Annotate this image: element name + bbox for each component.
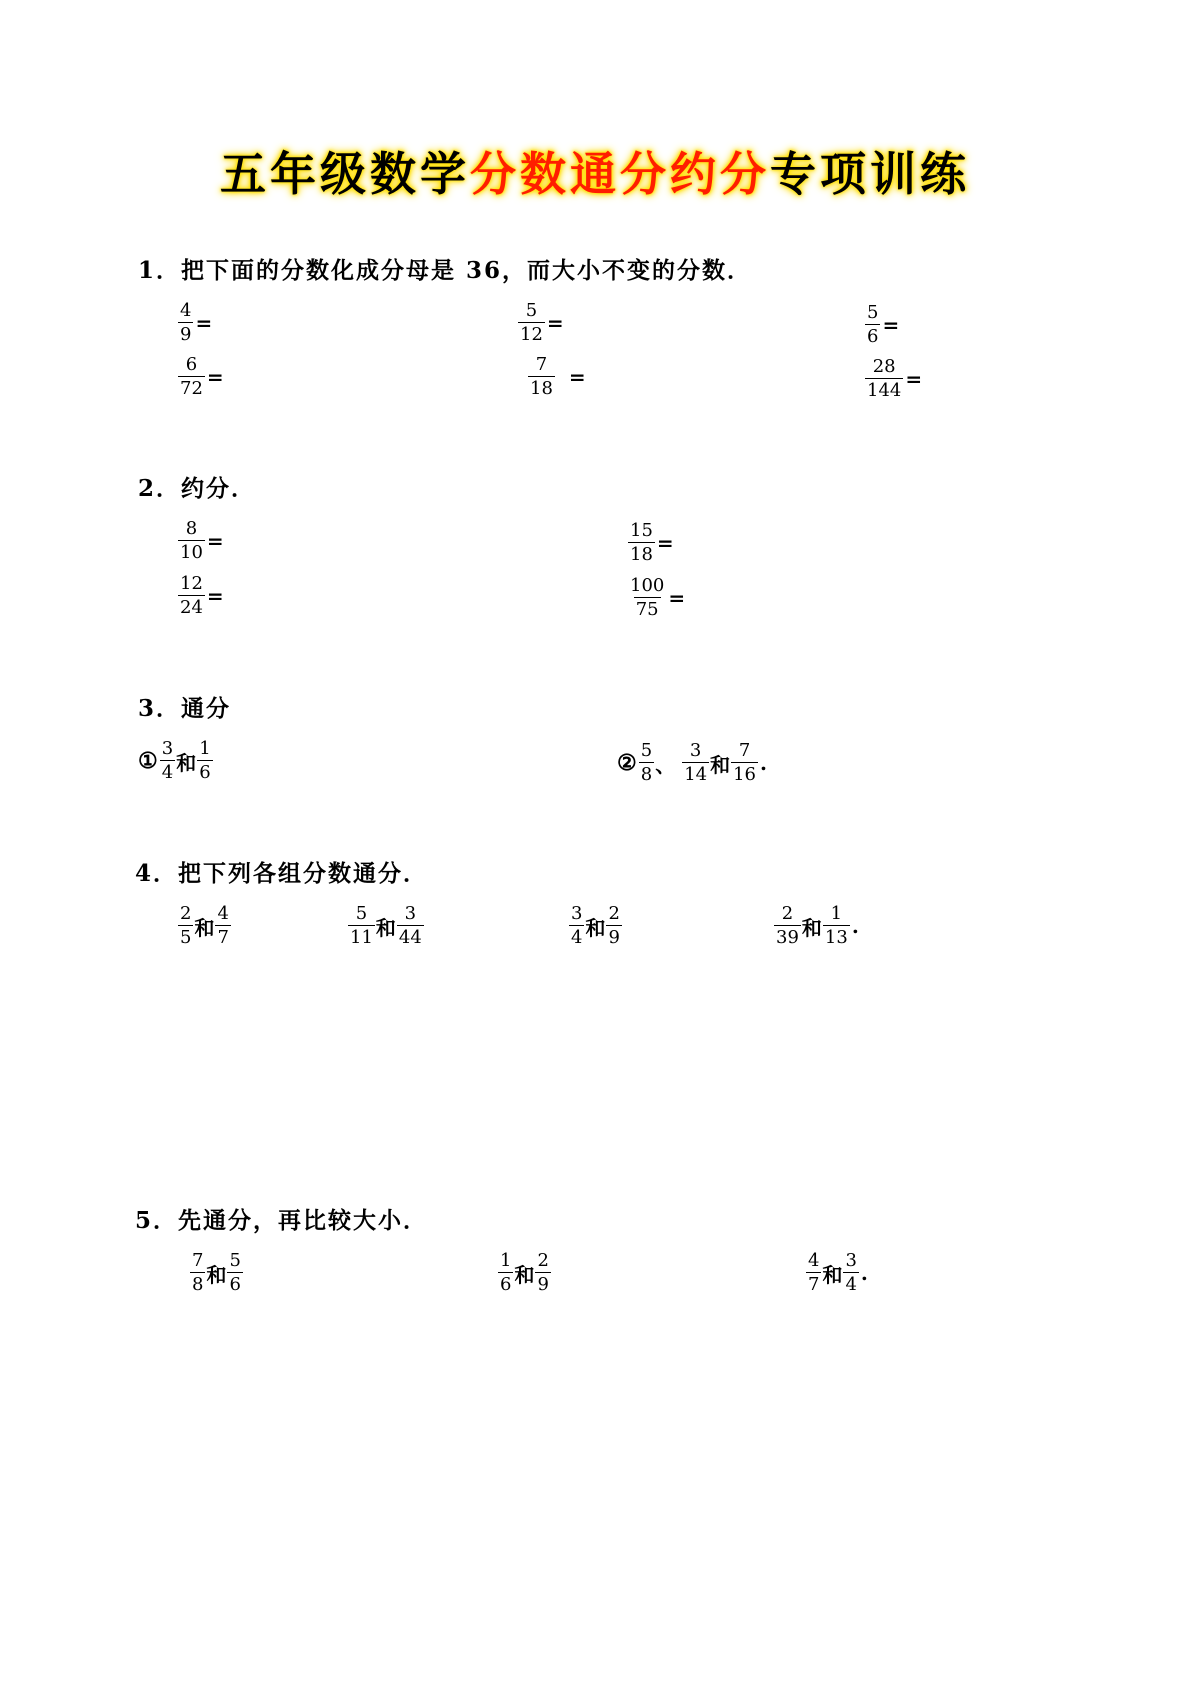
- q1-item-5: $\frac{7}{18}$ =: [530, 354, 586, 399]
- fraction: $\frac{5}{6}$: [229, 1250, 241, 1295]
- q2-item-4: $\frac{100}{75}$ =: [630, 575, 686, 620]
- fraction: $\frac{3}{14}$: [684, 740, 708, 785]
- q1-item-4: $\frac{6}{72}$ =: [180, 354, 224, 399]
- title-part-3: 专项训练: [770, 147, 970, 201]
- fraction: $\frac{1}{13}$: [824, 903, 848, 948]
- fraction: $\frac{15}{18}$: [630, 520, 653, 565]
- q1-item-2: $\frac{5}{12}$ =: [520, 300, 564, 345]
- fraction: $\frac{4}{7}$: [808, 1250, 820, 1295]
- fraction: $\frac{3}{44}$: [398, 903, 422, 948]
- fraction: $\frac{12}{24}$: [180, 573, 203, 618]
- fraction: $\frac{2}{9}$: [608, 903, 620, 948]
- q3-item-2: ② $\frac{5}{8}$ 、 $\frac{3}{14}$ 和 $\frac{7}{16}$ .: [617, 740, 767, 785]
- fraction: $\frac{1}{6}$: [199, 738, 211, 783]
- q5-item-2: $\frac{1}{6}$ 和 $\frac{2}{9}$: [500, 1250, 549, 1295]
- q5-item-1: $\frac{7}{8}$ 和 $\frac{5}{6}$: [192, 1250, 241, 1295]
- q4-item-1: $\frac{2}{5}$ 和 $\frac{4}{7}$: [180, 903, 229, 948]
- fraction: $\frac{8}{10}$: [180, 518, 203, 563]
- fraction: $\frac{3}{4}$: [845, 1250, 857, 1295]
- fraction: $\frac{3}{4}$: [571, 903, 583, 948]
- q2-item-3: $\frac{12}{24}$ =: [180, 573, 224, 618]
- q1-item-6: $\frac{28}{144}$ =: [867, 356, 923, 401]
- fraction: $\frac{5}{6}$: [867, 302, 879, 347]
- q2-item-1: $\frac{8}{10}$ =: [180, 518, 224, 563]
- q1-item-3: $\frac{5}{6}$ =: [867, 302, 900, 347]
- section-4-heading: 4．把下列各组分数通分．: [135, 860, 429, 887]
- section-1-heading: 1．把下面的分数化成分母是 36，而大小不变的分数．: [138, 257, 753, 284]
- page-title: [0, 138, 1190, 204]
- q4-item-2: $\frac{5}{11}$ 和 $\frac{3}{44}$: [350, 903, 422, 948]
- fraction: $\frac{5}{11}$: [350, 903, 373, 948]
- q5-item-3: $\frac{4}{7}$ 和 $\frac{3}{4}$ .: [808, 1250, 868, 1295]
- fraction: $\frac{4}{9}$: [180, 300, 192, 345]
- fraction: $\frac{4}{7}$: [217, 903, 229, 948]
- fraction: $\frac{6}{72}$: [180, 354, 203, 399]
- q4-item-3: $\frac{3}{4}$ 和 $\frac{2}{9}$: [571, 903, 620, 948]
- q3-item-1: ① $\frac{3}{4}$ 和 $\frac{1}{6}$: [138, 738, 211, 783]
- fraction: $\frac{7}{8}$: [192, 1250, 204, 1295]
- title-part-2: 分数通分约分: [470, 147, 770, 201]
- fraction: $\frac{7}{18}$: [530, 354, 553, 399]
- fraction: $\frac{5}{8}$: [640, 740, 653, 785]
- fraction: $\frac{7}{16}$: [733, 740, 756, 785]
- fraction: $\frac{1}{6}$: [500, 1250, 512, 1295]
- fraction: $\frac{2}{39}$: [776, 903, 799, 948]
- fraction: $\frac{3}{4}$: [161, 738, 174, 783]
- fraction: $\frac{2}{5}$: [180, 903, 192, 948]
- q2-item-2: $\frac{15}{18}$ =: [630, 520, 674, 565]
- section-5-heading: 5．先通分，再比较大小．: [135, 1207, 429, 1234]
- q4-item-4: $\frac{2}{39}$ 和 $\frac{1}{13}$ .: [776, 903, 859, 948]
- fraction: $\frac{2}{9}$: [537, 1250, 549, 1295]
- title-part-1: 五年级数学: [220, 147, 470, 201]
- fraction: $\frac{5}{12}$: [520, 300, 543, 345]
- section-3-heading: 3．通分: [138, 695, 232, 722]
- section-2-heading: 2．约分．: [138, 475, 257, 502]
- q1-item-1: $\frac{4}{9}$ =: [180, 300, 213, 345]
- fraction: $\frac{100}{75}$: [630, 575, 665, 620]
- fraction: $\frac{28}{144}$: [867, 356, 902, 401]
